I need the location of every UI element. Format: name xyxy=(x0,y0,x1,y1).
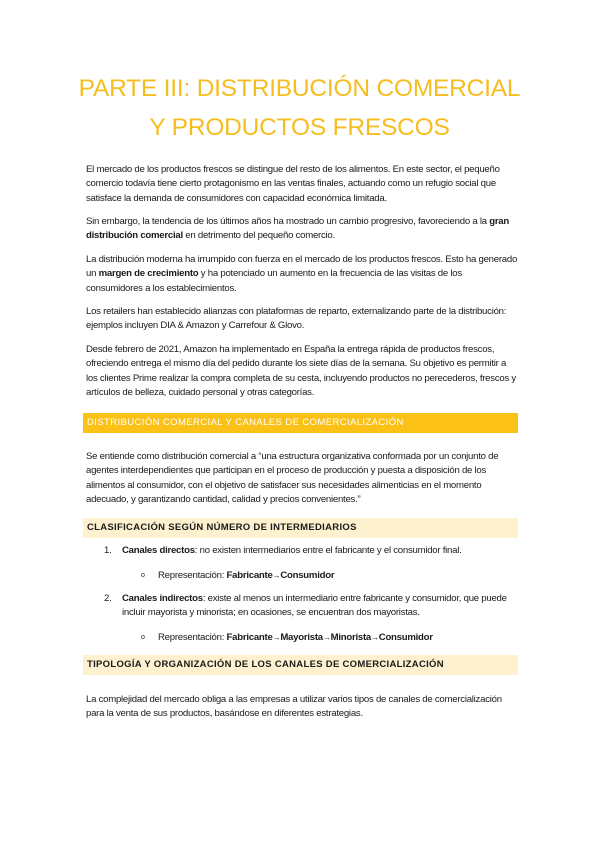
page-title xyxy=(40,72,559,145)
paragraph-trend-bold: gran distribución comercial xyxy=(86,216,509,242)
title-line-1: PARTE III: DISTRIBUCIÓN COMERCIAL xyxy=(78,75,521,102)
list-item-text-2 xyxy=(122,592,518,621)
paragraph-trend-text: Sin embargo, la tendencia de los últimos años ha mostrado un cambio progresivo, favoreciendo a la xyxy=(86,216,490,227)
list-item-bold-1: Canales directos xyxy=(122,545,195,556)
bullet-icon: o xyxy=(141,572,145,579)
chain-consumidor: Consumidor xyxy=(378,632,433,643)
paragraph-modern-text: La distribución moderna ha irrumpido con fuerza en el mercado de los productos frescos. Esto ha generado un xyxy=(86,254,518,280)
list-number-2: 2. xyxy=(104,593,112,604)
arrow-icon: → xyxy=(371,633,379,642)
representation-label: Representación: xyxy=(158,632,227,643)
list-item-bold-2: Canales indirectos xyxy=(122,593,203,604)
paragraph-complexity: La complejidad del mercado obliga a las empresas a utilizar varios tipos de canales de comercialización para la venta de sus productos, basándose en diferentes estrategias. xyxy=(86,694,502,720)
chain-minorista: Minorista xyxy=(330,632,372,643)
representation-label: Representación: xyxy=(158,570,227,581)
paragraph-modern-end: y ha potenciado un aumento en la frecuencia de las visitas de los consumidores a los establecimientos. xyxy=(86,268,462,294)
chain-fabricante: Fabricante xyxy=(226,570,273,581)
list-number-1: 1. xyxy=(104,545,112,556)
list-item-desc-1: : no existen intermediarios entre el fabricante y el consumidor final. xyxy=(194,545,462,556)
subsection-heading-tipologia: TIPOLOGÍA Y ORGANIZACIÓN DE LOS CANALES DE COMERCIALIZACIÓN xyxy=(83,655,518,675)
paragraph-amazon: Desde febrero de 2021, Amazon ha implementado en España la entrega rápida de productos frescos, ofreciendo entrega el mismo día del pedido durante los siete días de la semana. Su objetivo es permitir a los clientes Prime realizar la compra completa de su cesta, incluyendo productos no perecederos, frescos y artículos de belleza, cuidado personal y otras categorías. xyxy=(86,344,516,398)
chain-mayorista: Mayorista xyxy=(280,632,323,643)
bullet-icon: o xyxy=(141,634,145,641)
paragraph-modern-distribution xyxy=(86,253,518,296)
representation-indirect-text xyxy=(158,631,433,645)
subsection-heading-clasificacion: CLASIFICACIÓN SEGÚN NÚMERO DE INTERMEDIARIOS xyxy=(83,518,518,538)
chain-fabricante: Fabricante xyxy=(226,632,273,643)
paragraph-trend xyxy=(86,215,518,244)
paragraph-definition: Se entiende como distribución comercial a “una estructura organizativa conformada por un conjunto de agentes interdependientes que participan en el proceso de producción y puesta a disposición de los alimentos al consumidor, con el objetivo de satisfacer sus necesidades alimenticias en el momento adecuado, y garantizando cantidad, calidad y precios convenientes.” xyxy=(86,451,499,505)
representation-direct-text xyxy=(158,569,334,583)
paragraph-modern-bold: margen de crecimiento xyxy=(98,268,199,280)
paragraph-trend-end: en detrimento del pequeño comercio. xyxy=(182,230,335,242)
chain-consumidor: Consumidor xyxy=(280,570,335,581)
title-line-2: Y PRODUCTOS FRESCOS xyxy=(149,114,450,141)
list-item-desc-2: : existe al menos un intermediario entre fabricante y consumidor, que puede incluir mayorista y minorista; en ocasiones, se encuentran dos mayoristas. xyxy=(122,593,507,619)
arrow-icon: → xyxy=(272,571,281,580)
paragraph-retailers: Los retailers han establecido alianzas con plataformas de reparto, externalizando parte de la distribución: ejemplos incluyen DIA & Amazon y Carrefour & Glovo. xyxy=(86,306,507,332)
arrow-icon: → xyxy=(322,633,331,642)
section-heading-distribucion: DISTRIBUCIÓN COMERCIAL Y CANALES DE COMERCIALIZACIÓN xyxy=(83,413,518,433)
paragraph-intro: El mercado de los productos frescos se distingue del resto de los alimentos. En este sector, el pequeño comercio todavía tiene cierto protagonismo en las ventas finales, actuando como un refugio social que satisface la demanda de consumidores con capacidad económica limitada. xyxy=(86,164,500,204)
list-item-text-1 xyxy=(122,544,518,558)
arrow-icon: → xyxy=(272,633,281,642)
